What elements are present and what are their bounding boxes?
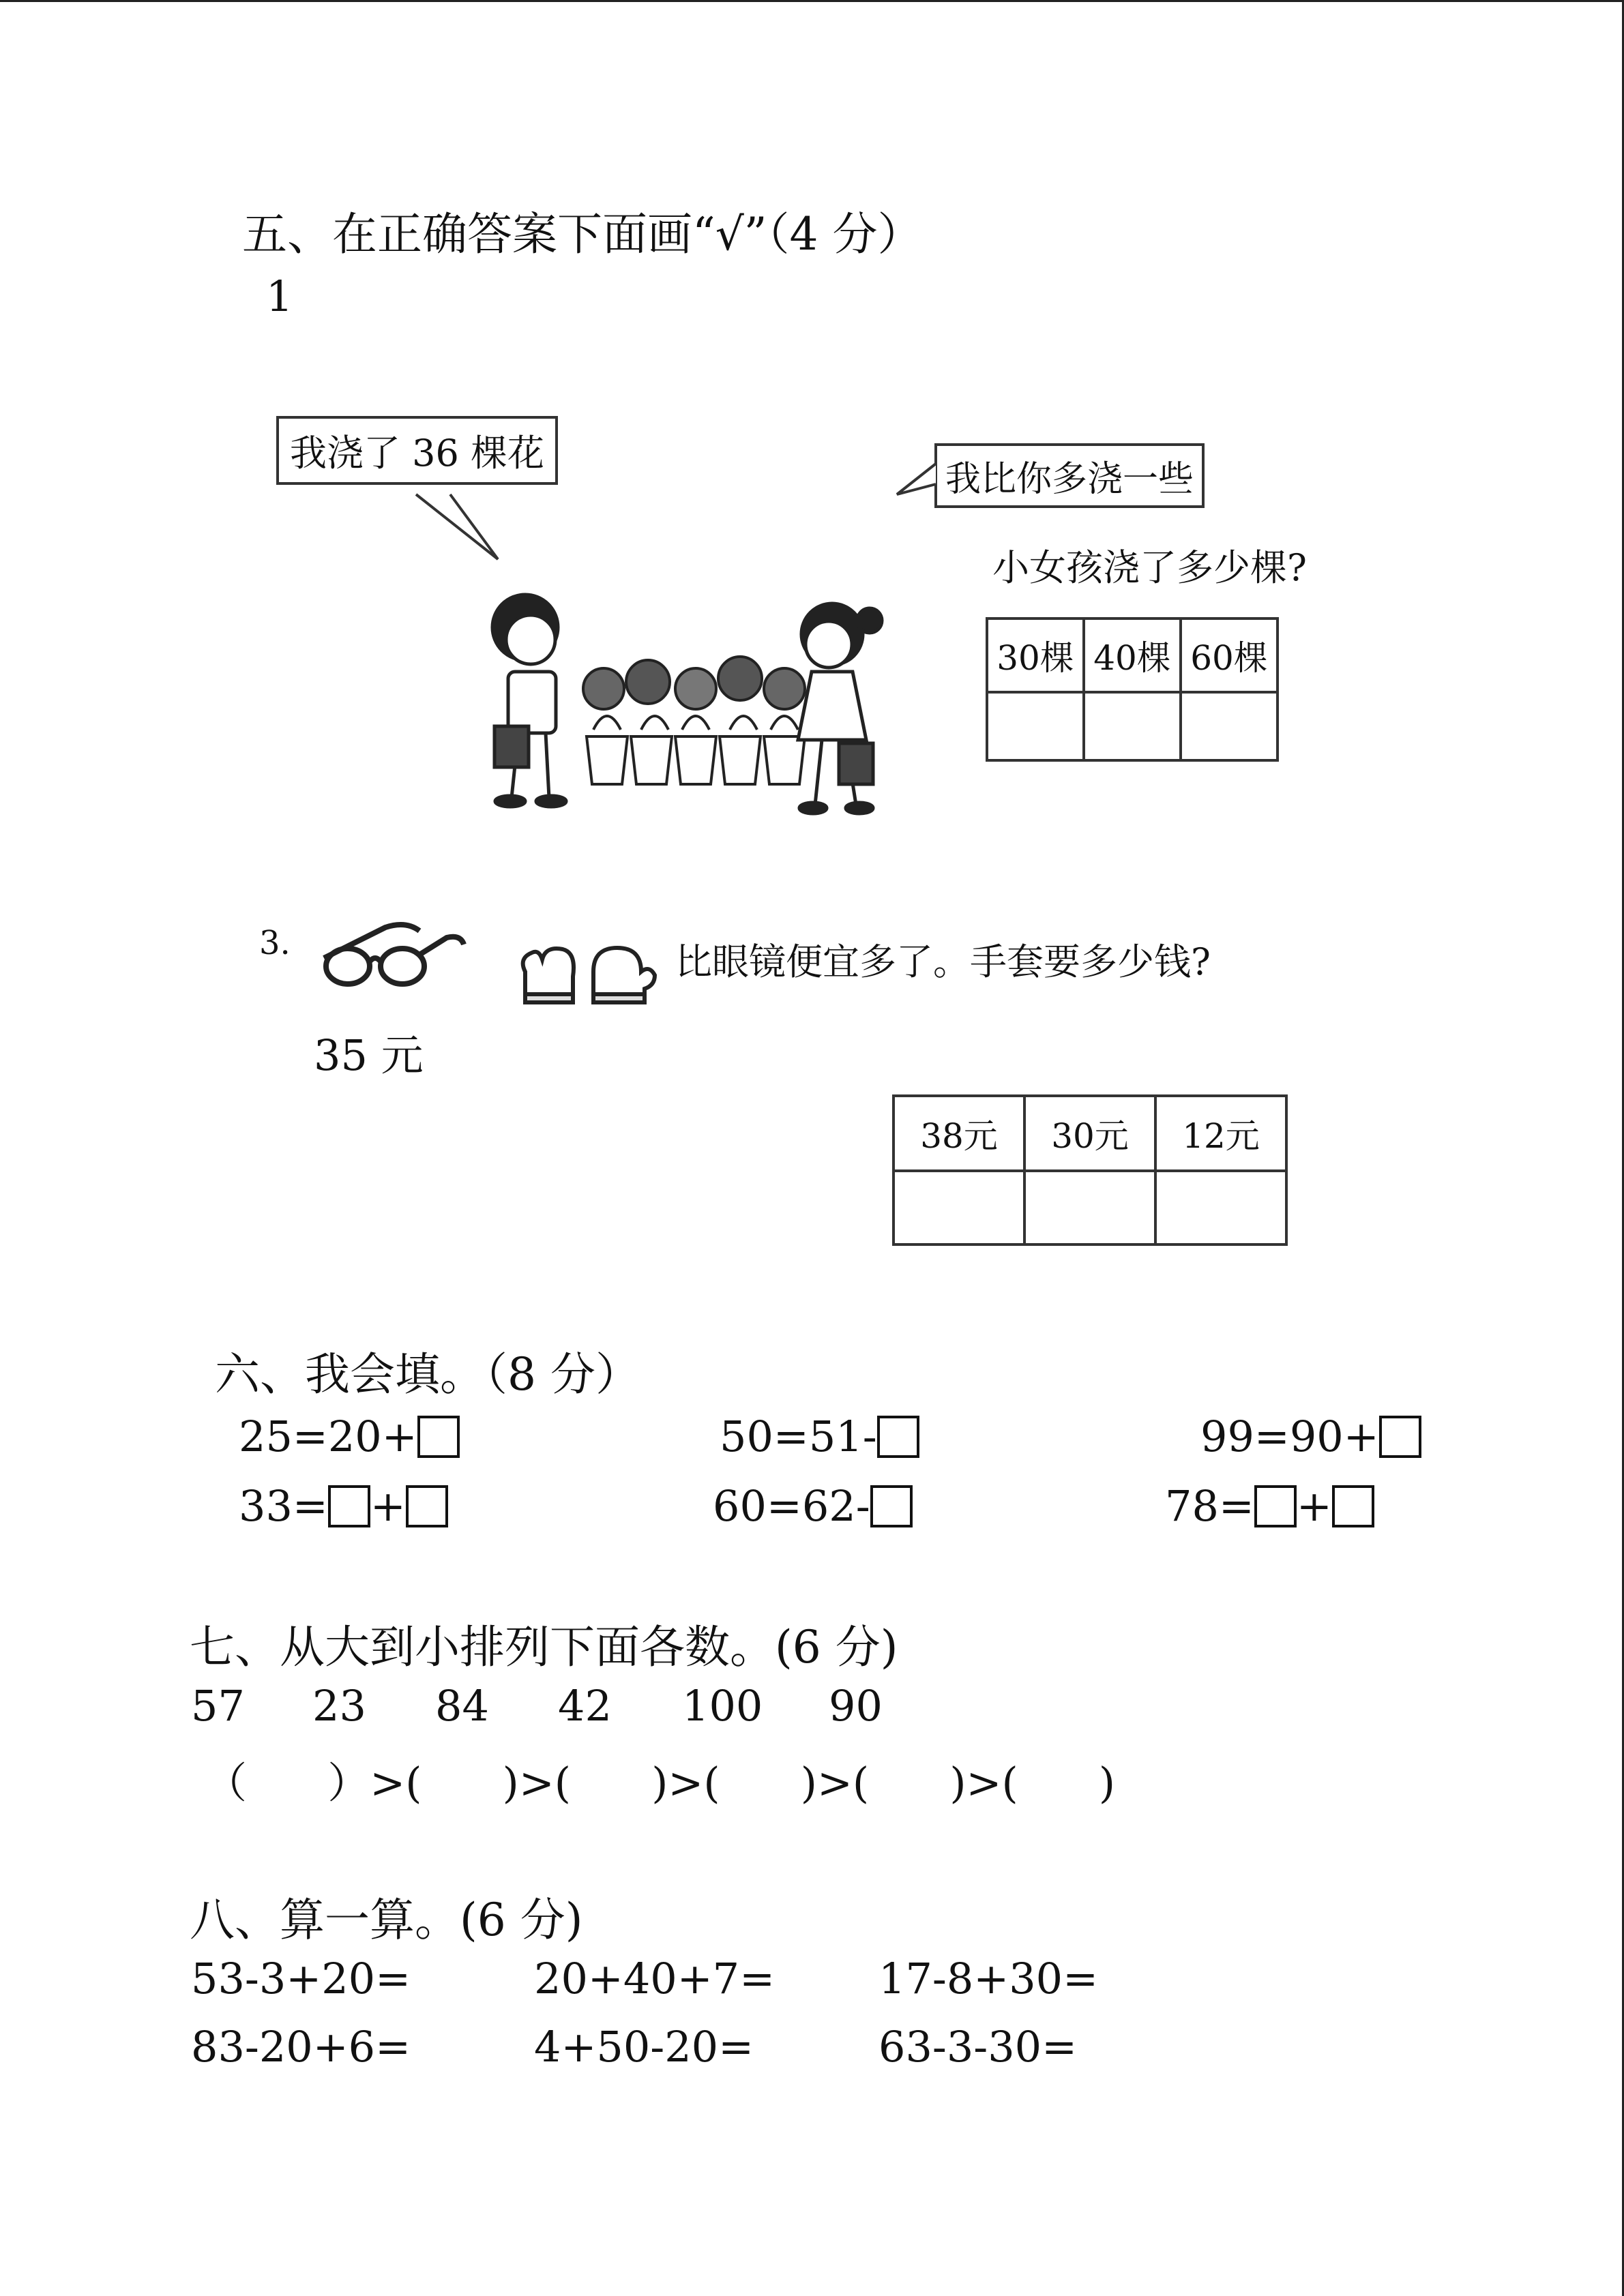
fill-blank-equation — [239, 1412, 460, 1461]
question-number-1: 1 — [266, 271, 293, 321]
flower-pots — [583, 657, 805, 784]
calc-problem: 83-20+6= — [191, 2022, 411, 2072]
answer-box[interactable] — [328, 1485, 370, 1527]
fill-blank-equation — [239, 1481, 448, 1531]
q1-option-40: 40棵 — [1084, 618, 1181, 692]
calc-problem: 53-3+20= — [191, 1954, 411, 2003]
q1-option-60: 60棵 — [1181, 618, 1278, 692]
q1-answer-cell-30[interactable] — [987, 692, 1084, 760]
fill-blank-equation — [713, 1481, 913, 1531]
calc-problem: 17-8+30= — [879, 1954, 1099, 2003]
question-number-3: 3. — [259, 924, 291, 962]
q3-option-38: 38元 — [894, 1096, 1024, 1171]
fill-blank-equation — [1165, 1481, 1374, 1531]
number-item: 100 — [682, 1681, 763, 1731]
answer-box[interactable] — [1332, 1485, 1374, 1527]
q1-option-30: 30棵 — [987, 618, 1084, 692]
equation-text: 25=20+ — [239, 1412, 417, 1461]
number-item: 57 — [191, 1681, 245, 1731]
calc-problem: 20+40+7= — [534, 1954, 776, 2003]
q1-question: 小女孩浇了多少棵? — [992, 546, 1307, 589]
number-item: 84 — [435, 1681, 489, 1731]
girl-speech-bubble: 我比你多浇一些 — [934, 443, 1205, 508]
section8-heading: 八、算一算。(6 分) — [190, 1894, 583, 1946]
fill-blank-equation — [1200, 1412, 1421, 1461]
q3-options-table — [892, 1094, 1288, 1246]
boy-speech-bubble: 我浇了 36 棵花 — [276, 416, 558, 485]
number-item: 90 — [829, 1681, 883, 1731]
equation-text: 33= — [239, 1481, 328, 1531]
q3-answer-cell-30[interactable] — [1024, 1171, 1155, 1244]
q1-options-table — [986, 617, 1279, 762]
q3-answer-cell-12[interactable] — [1155, 1171, 1286, 1244]
plus-sign: + — [370, 1481, 406, 1531]
section5-heading: 五、在正确答案下面画“√”（4 分） — [242, 208, 923, 260]
equation-text: 99=90+ — [1200, 1412, 1379, 1461]
girl-figure — [798, 603, 882, 814]
equation-text: 60=62- — [713, 1481, 870, 1531]
children-watering-flowers-illustration — [477, 586, 921, 832]
number-item: 23 — [312, 1681, 366, 1731]
answer-box[interactable] — [1379, 1416, 1421, 1458]
section6-heading: 六、我会填。（8 分） — [215, 1348, 640, 1401]
glasses-icon — [317, 917, 467, 992]
equation-text: 78= — [1165, 1481, 1254, 1531]
girl-bubble-tail — [0, 0, 1, 1]
fill-blank-equation — [720, 1412, 919, 1461]
plus-sign: + — [1296, 1481, 1332, 1531]
q3-option-30: 30元 — [1024, 1096, 1155, 1171]
answer-box[interactable] — [877, 1416, 919, 1458]
answer-box[interactable] — [406, 1485, 448, 1527]
calc-problem: 4+50-20= — [534, 2022, 754, 2072]
q1-answer-cell-40[interactable] — [1084, 692, 1181, 760]
q3-option-12: 12元 — [1155, 1096, 1286, 1171]
answer-box[interactable] — [417, 1416, 460, 1458]
calc-problem: 63-3-30= — [879, 2022, 1078, 2072]
number-item: 42 — [558, 1681, 612, 1731]
q3-answer-cell-38[interactable] — [894, 1171, 1024, 1244]
answer-box[interactable] — [1254, 1485, 1297, 1527]
glasses-price: 35 元 — [314, 1030, 424, 1080]
page-top-border — [0, 0, 1624, 2]
q1-answer-cell-60[interactable] — [1181, 692, 1278, 760]
mittens-icon — [512, 934, 662, 1009]
q3-question: 比眼镜便宜多了。手套要多少钱? — [675, 940, 1211, 983]
order-answer-line[interactable]: （ ）>( )>( )>( )>( )>( ) — [205, 1758, 1116, 1808]
answer-box[interactable] — [870, 1485, 913, 1527]
boy-figure — [492, 595, 566, 807]
equation-text: 50=51- — [720, 1412, 877, 1461]
section7-heading: 七、从大到小排列下面各数。(6 分) — [190, 1621, 898, 1673]
